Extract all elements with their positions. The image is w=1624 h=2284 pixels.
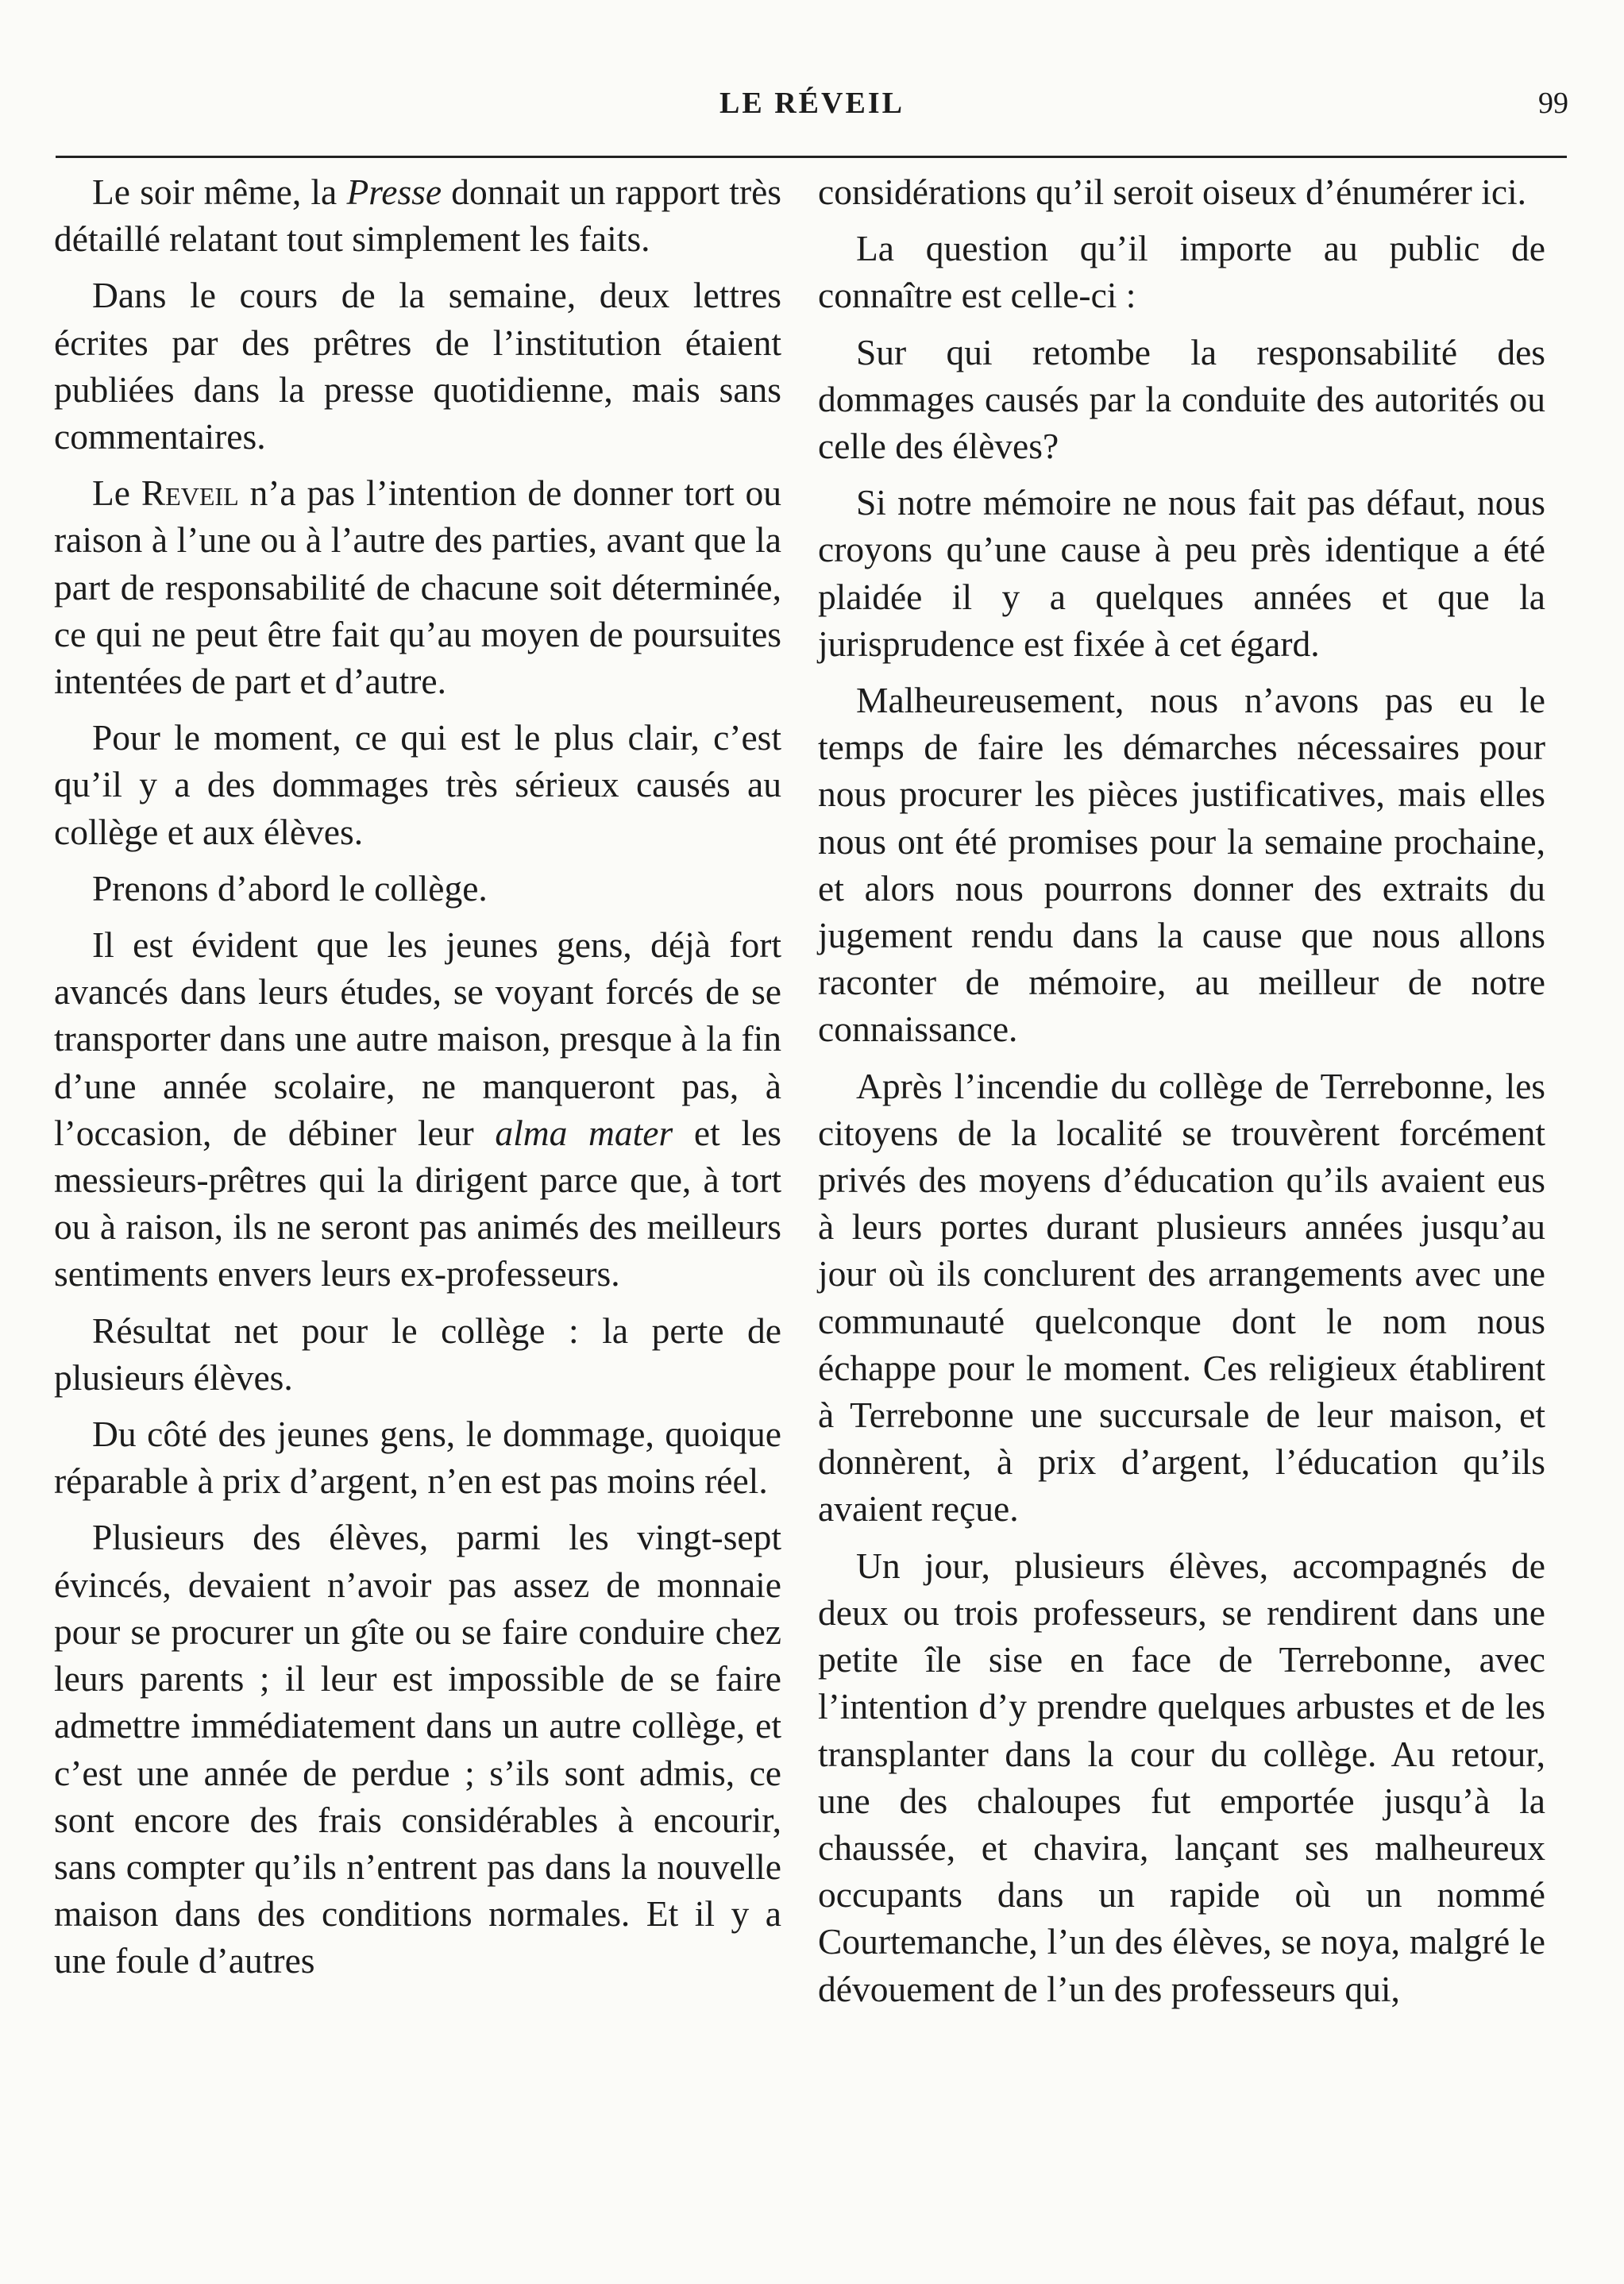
right-column — [818, 168, 1545, 2022]
paragraph: Pour le moment, ce qui est le plus clair, c’est qu’il y a des dommages très sérieux causés au collège et aux élèves. — [54, 717, 781, 852]
text: n’a pas l’intention de donner tort ou raison à l’une ou à l’autre des parties, avant que la part de responsabilité de chacune soit déterminée, ce qui ne peut être fait qu’au moyen de poursuites intentées de part et d’autre. — [54, 473, 781, 702]
text: Il est évident que les jeunes gens, déjà fort avancés dans leurs études, se voyant forcés de se transporter dans une autre maison, presque à la fin d’une année scolaire, ne manqueront pas, à l’occasion, de débiner leur — [54, 924, 781, 1153]
text: donnait un rapport très détaillé relatant tout simplement les faits. — [54, 172, 781, 260]
paragraph: Résultat net pour le collège : la perte de plusieurs élèves. — [54, 1310, 781, 1398]
running-title: LE RÉVEIL — [719, 87, 905, 120]
paragraph: Plusieurs des élèves, parmi les vingt-sept évincés, devaient n’avoir pas assez de monnaie pour se procurer un gîte ou se faire conduire chez leurs parents ; il leur est impossible de se faire admettre immédiatement dans un autre collège, et c’est une année de perdue ; s’ils sont admis, ce sont encore des frais considérables à encourir, sans compter qu’ils n’entrent pas dans la nouvelle maison dans des conditions normales. Et il y a une foule d’autres — [54, 1517, 781, 1981]
paragraph: Après l’incendie du collège de Terrebonne, les citoyens de la localité se trouvèrent forcément privés des moyens d’éducation qu’ils avaient eus à leurs portes durant plusieurs années jusqu’au jour où ils conclurent des arrangements avec une communauté quelconque dont le nom nous échappe pour le moment. Ces religieux établirent à Terrebonne une succursale de leur maison, et donnèrent, à prix d’argent, l’éducation qu’ils avaient reçue. — [818, 1065, 1545, 1530]
page-header — [56, 86, 1568, 133]
paragraph: Si notre mémoire ne nous fait pas défaut, nous croyons qu’une cause à peu près identique a été plaidée il y a quelques années et que la jurisprudence est fixée à cet égard. — [818, 482, 1545, 664]
text: Le — [92, 473, 141, 514]
italic-text: alma mater — [495, 1112, 673, 1153]
paragraph: Malheureusement, nous n’avons pas eu le temps de faire les démarches nécessaires pour nous procurer les pièces justificatives, mais elles nous ont été promises pour la semaine prochaine, et alors nous pourrons donner des extraits du jugement rendu dans la cause que nous allons raconter de mémoire, au meilleur de notre connaissance. — [818, 680, 1545, 1050]
italic-text: Presse — [346, 172, 442, 212]
paragraph — [54, 921, 781, 1298]
text: Le soir même, la — [92, 172, 347, 212]
left-column — [54, 168, 781, 1994]
page-number: 99 — [1538, 87, 1568, 120]
small-caps-text: Reveil — [141, 473, 239, 514]
paragraph — [54, 168, 781, 262]
paragraph: Sur qui retombe la responsabilité des dommages causés par la conduite des autorités ou celle des élèves? — [818, 331, 1545, 467]
text: et les messieurs-prêtres qui la dirigent parce que, à tort ou à raison, ils ne seront pas animés des meilleurs sentiments envers leurs ex-professeurs. — [54, 1112, 782, 1294]
paragraph: Du côté des jeunes gens, le dommage, quoique réparable à prix d’argent, n’en est pas moins réel. — [54, 1414, 781, 1502]
header-rule — [56, 156, 1567, 158]
paragraph: Prenons d’abord le collège. — [92, 867, 488, 909]
paragraph: Dans le cours de la semaine, deux lettres écrites par des prêtres de l’institution étaient publiées dans la presse quotidienne, mais sans commentaires. — [54, 275, 781, 457]
paragraph: La question qu’il importe au public de connaître est celle-ci : — [818, 228, 1545, 316]
paragraph: Un jour, plusieurs élèves, accompagnés de deux ou trois professeurs, se rendirent dans une petite île sise en face de Terrebonne, avec l’intention d’y prendre quelques arbustes et de les transplanter dans la cour du collège. Au retour, une des chaloupes fut emportée jusqu’à la chaussée, et chavira, lançant ses malheureux occupants dans un rapide où un nommé Courtemanche, l’un des élèves, se noya, malgré le dévouement de l’un des professeurs qui, — [818, 1545, 1545, 2009]
paragraph — [54, 469, 781, 704]
paragraph: considérations qu’il seroit oiseux d’énumérer ici. — [818, 172, 1527, 212]
